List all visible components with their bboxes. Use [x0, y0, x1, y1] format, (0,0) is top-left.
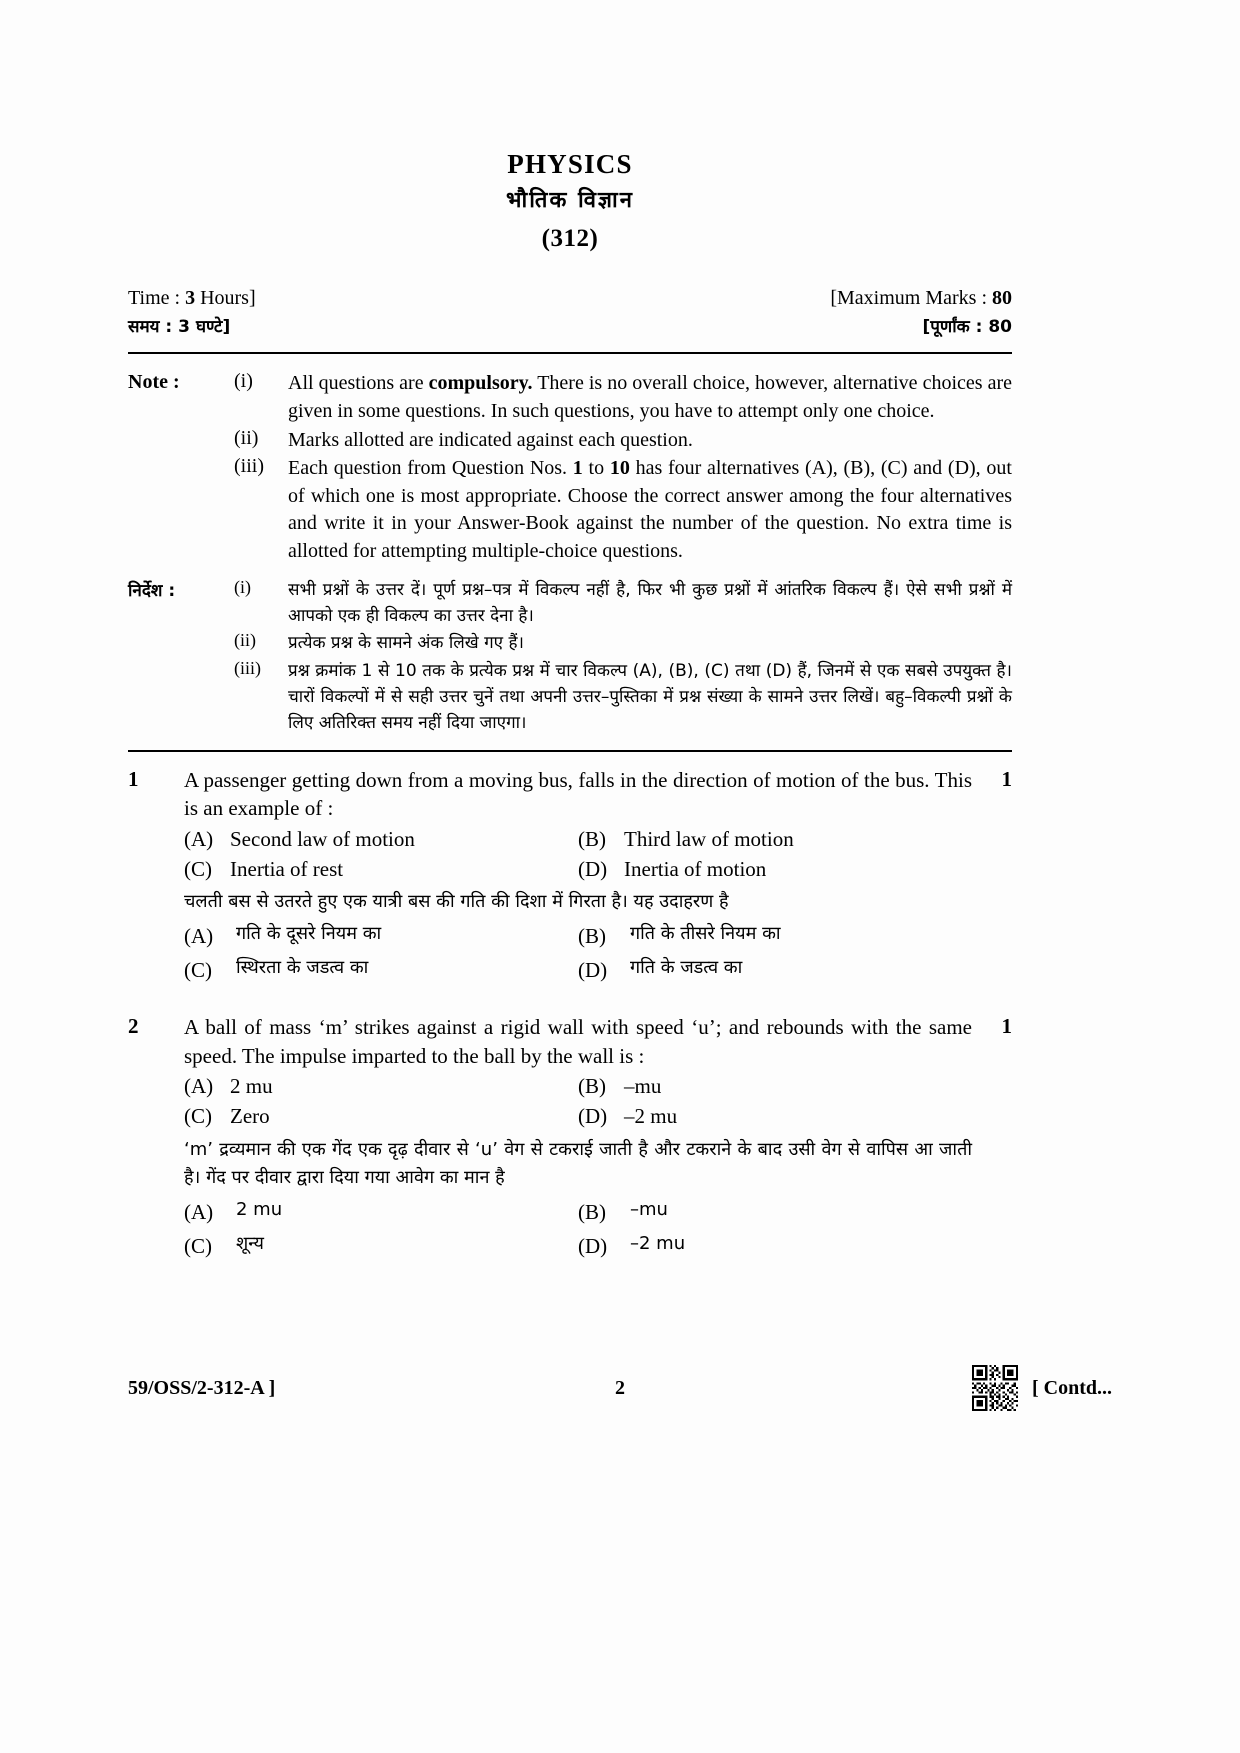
options-hindi	[184, 1195, 972, 1263]
options-english	[184, 1072, 972, 1132]
option-d[interactable]	[578, 855, 972, 885]
option-a[interactable]	[184, 1072, 578, 1102]
contd-label: [ Contd...	[1031, 1376, 1112, 1399]
option-text: Third law of motion	[624, 826, 794, 851]
question-item	[128, 766, 1012, 988]
max-marks-hindi	[923, 315, 1013, 341]
paper-code: 59/OSS/2-312-A ]	[128, 1376, 276, 1399]
options-hindi	[184, 919, 972, 987]
instructions-hindi	[128, 577, 1012, 738]
max-marks-value-hi: 80	[988, 316, 1012, 337]
option-b-hi[interactable]	[578, 1195, 972, 1229]
footer-right	[972, 1365, 1112, 1411]
instructions-english	[128, 370, 1012, 566]
nirdesh-item-list	[234, 577, 1012, 738]
option-tag: (C)	[184, 958, 212, 983]
option-text: गति के जडत्व का	[630, 957, 743, 979]
meta-row-hindi	[128, 315, 1012, 341]
option-tag: (D)	[578, 1104, 608, 1129]
page-title-english: PHYSICS	[507, 149, 633, 179]
option-text: Inertia of motion	[624, 856, 767, 881]
option-text: Inertia of rest	[230, 856, 344, 881]
option-a-hi[interactable]	[184, 919, 578, 953]
option-d[interactable]	[578, 1102, 972, 1132]
question-number: 1	[128, 766, 139, 791]
option-c-hi[interactable]	[184, 953, 578, 987]
note-item	[234, 455, 1012, 565]
option-b[interactable]	[578, 825, 972, 855]
nirdesh-item-number: (ii)	[234, 630, 256, 651]
time-value-en: 3	[185, 286, 196, 309]
option-text: स्थिरता के जडत्व का	[236, 957, 369, 979]
option-tag: (B)	[578, 1074, 606, 1099]
title-block	[128, 150, 1012, 253]
option-tag: (C)	[184, 856, 212, 881]
question-marks: 1	[1001, 1014, 1012, 1039]
question-stem-hindi: चलती बस से उतरते हुए एक यात्री बस की गति की दिशा में गिरता है। यह उदाहरण है	[184, 891, 729, 913]
nirdesh-item-text: सभी प्रश्नों के उत्तर दें। पूर्ण प्रश्न–पत्र में विकल्प नहीं है, फिर भी कुछ प्रश्नों में आंतरिक विकल्प हैं। ऐसे सभी प्रश्नों में आपको एक ही विकल्प का उत्तर देना है।	[288, 579, 1012, 626]
option-c-hi[interactable]	[184, 1229, 578, 1263]
note-item-text: All questions are compulsory. There is no overall choice, however, alternative choices are given in some questions. In such questions, you have to attempt only one choice.	[288, 372, 1012, 423]
option-tag: (A)	[184, 924, 214, 949]
note-item-text: Marks allotted are indicated against each question.	[288, 428, 693, 451]
note-item	[234, 427, 1012, 455]
option-text: –2 mu	[630, 1232, 686, 1254]
option-text: गति के तीसरे नियम का	[630, 923, 781, 945]
option-text: Zero	[230, 1104, 270, 1129]
options-english	[184, 825, 972, 885]
option-tag: (C)	[184, 1104, 212, 1129]
option-b[interactable]	[578, 1072, 972, 1102]
divider-questions	[128, 750, 1012, 752]
meta-row-english	[128, 283, 1012, 313]
question-item	[128, 1013, 1012, 1263]
question-stem-hindi: ‘m’ द्रव्यमान की एक गेंद एक दृढ़ दीवार से ‘u’ वेग से टकराई जाती है और टकराने के बाद उसी वेग से वापिस आ जाती है। गेंद पर दीवार द्वारा दिया गया आवेग का मान है	[184, 1139, 972, 1188]
option-text: –mu	[630, 1198, 668, 1220]
nirdesh-item-number: (i)	[234, 576, 251, 597]
page-content	[128, 0, 1012, 1289]
option-row	[184, 1102, 972, 1132]
note-label: Note :	[128, 371, 180, 394]
question-list	[128, 766, 1012, 1263]
time-label-en: Time :	[128, 286, 181, 309]
time-label-hi: समय :	[128, 316, 173, 337]
option-text: शून्य	[236, 1232, 264, 1254]
option-tag: (A)	[184, 1074, 214, 1099]
option-text: 2 mu	[236, 1198, 283, 1220]
time-unit-en: Hours]	[200, 286, 256, 309]
option-tag: (D)	[578, 1233, 608, 1258]
option-text: –mu	[624, 1074, 662, 1099]
max-marks-label-en: [Maximum Marks :	[830, 286, 987, 309]
page-title-hindi: भौतिक विज्ञान	[506, 187, 634, 213]
option-a[interactable]	[184, 825, 578, 855]
option-row	[184, 919, 972, 953]
option-text: –2 mu	[624, 1104, 678, 1129]
option-tag: (A)	[184, 826, 214, 851]
option-text: गति के दूसरे नियम का	[236, 923, 382, 945]
option-d-hi[interactable]	[578, 953, 972, 987]
max-marks-label-hi: [पूर्णांक :	[922, 316, 983, 337]
note-block	[128, 370, 1012, 566]
option-tag: (B)	[578, 826, 606, 851]
question-stem-english: A passenger getting down from a moving bus, falls in the direction of motion of the bus. This is an example of :	[184, 767, 972, 821]
subject-code: (312)	[541, 224, 599, 252]
nirdesh-label: निर्देश :	[128, 580, 176, 601]
option-row	[184, 1072, 972, 1102]
time-english	[128, 283, 256, 313]
option-tag: (C)	[184, 1233, 212, 1258]
divider-top	[128, 352, 1012, 354]
time-hindi	[128, 315, 230, 341]
page-footer	[128, 1365, 1112, 1411]
nirdesh-item-text: प्रत्येक प्रश्न के सामने अंक लिखे गए हैं।	[288, 633, 524, 654]
note-item-list	[234, 370, 1012, 566]
max-marks-english	[830, 283, 1012, 313]
note-item-text: Each question from Question Nos. 1 to 10 has four alternatives (A), (B), (C) and (D), out of which one is most appropriate. Choose the correct answer among the four alternatives and write it in your Answer-Book against the number of the question. No extra time is allotted for attempting multiple-choice questions.	[288, 457, 1012, 563]
option-row	[184, 825, 972, 855]
note-item-number: (ii)	[234, 426, 259, 449]
option-b-hi[interactable]	[578, 919, 972, 953]
option-row	[184, 1229, 972, 1263]
option-row	[184, 855, 972, 885]
question-number: 2	[128, 1014, 139, 1039]
time-unit-hi: घण्टे]	[195, 316, 231, 337]
nirdesh-item-number: (iii)	[234, 657, 261, 678]
option-row	[184, 953, 972, 987]
question-marks: 1	[1001, 766, 1012, 791]
max-marks-value-en: 80	[992, 286, 1012, 309]
nirdesh-item	[234, 658, 1012, 737]
option-tag: (B)	[578, 924, 606, 949]
nirdesh-item	[234, 577, 1012, 630]
question-body	[184, 1013, 972, 1263]
option-text: Second law of motion	[230, 826, 415, 851]
option-c[interactable]	[184, 855, 578, 885]
question-stem-english: A ball of mass ‘m’ strikes against a rigid wall with speed ‘u’; and rebounds with the same speed. The impulse imparted to the ball by the wall is :	[184, 1015, 972, 1068]
nirdesh-item	[234, 630, 1012, 656]
page-number: 2	[615, 1376, 625, 1399]
nirdesh-block	[128, 577, 1012, 738]
exam-meta	[128, 283, 1012, 341]
option-c[interactable]	[184, 1102, 578, 1132]
question-body	[184, 766, 972, 988]
note-item-number: (iii)	[234, 455, 264, 478]
option-text: 2 mu	[230, 1074, 273, 1099]
nirdesh-item-text: प्रश्न क्रमांक 1 से 10 तक के प्रत्येक प्रश्न में चार विकल्प (A), (B), (C) तथा (D) हैं, जिनमें से एक सबसे उपयुक्त है। चारों विकल्पों में से सही उत्तर चुनें तथा अपनी उत्तर–पुस्तिका में प्रश्न संख्या के सामने उत्तर लिखें। बहु–विकल्पी प्रश्नों के लिए अतिरिक्त समय नहीं दिया जाएगा।	[288, 660, 1012, 734]
option-d-hi[interactable]	[578, 1229, 972, 1263]
option-a-hi[interactable]	[184, 1195, 578, 1229]
option-tag: (D)	[578, 958, 608, 983]
option-tag: (D)	[578, 856, 608, 881]
note-item-number: (i)	[234, 370, 253, 393]
option-tag: (B)	[578, 1199, 606, 1224]
option-row	[184, 1195, 972, 1229]
qr-code-icon	[972, 1365, 1018, 1411]
time-value-hi: 3	[178, 316, 191, 337]
note-item	[234, 370, 1012, 425]
option-tag: (A)	[184, 1199, 214, 1224]
